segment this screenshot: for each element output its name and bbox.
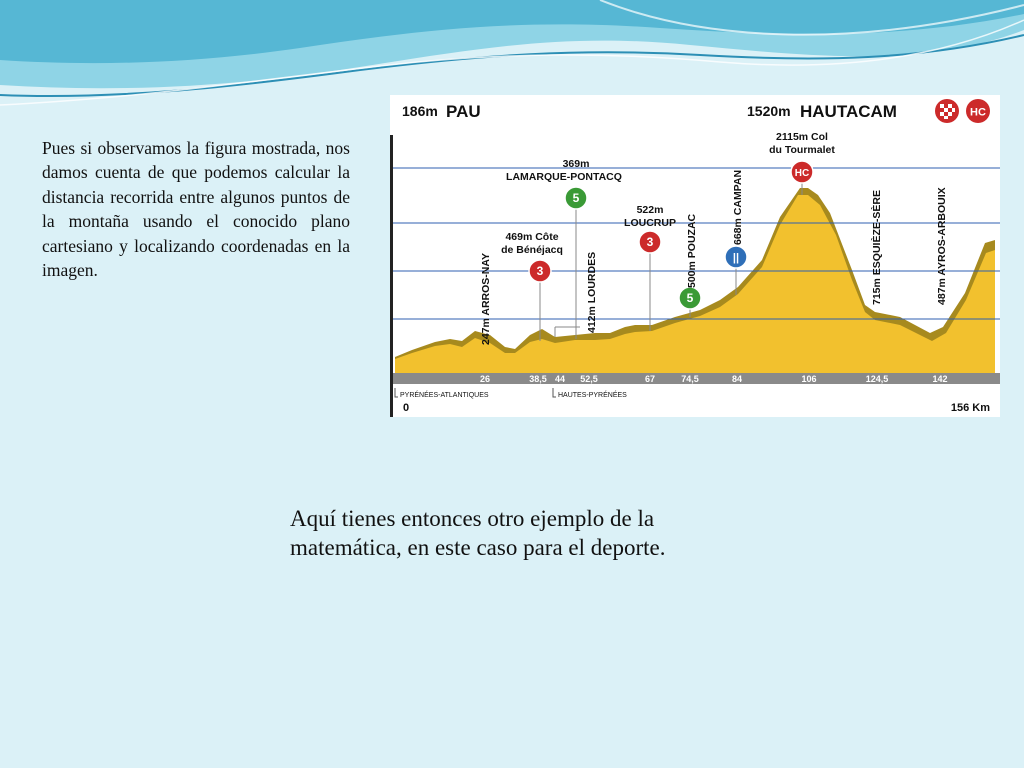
region-label: PYRÉNÉES-ATLANTIQUES <box>400 392 489 399</box>
category-3-badge <box>639 231 661 253</box>
svg-text:5: 5 <box>572 191 580 205</box>
start-km: 0 <box>403 402 410 414</box>
town-label: 487m AYROS-ARBOUIX <box>936 187 948 305</box>
km-mark: 52,5 <box>580 374 598 384</box>
summit-label-line2: LAMARQUE-PONTACQ <box>506 171 622 183</box>
start-town: PAU <box>446 102 481 121</box>
end-km: 156 Km <box>950 402 990 414</box>
category-3-badge <box>529 260 551 282</box>
finish-town: HAUTACAM <box>800 102 897 121</box>
checkered-flag-icon <box>935 99 959 123</box>
finish-altitude: 1520m <box>747 103 791 119</box>
km-mark: 106 <box>801 374 817 384</box>
sprint-badge <box>679 287 701 309</box>
svg-text:3: 3 <box>536 264 544 278</box>
summit-label-line1: 2115m Col <box>776 131 828 143</box>
town-label: 715m ESQUIÈZE-SÈRE <box>871 190 883 305</box>
summit-label-line2: du Tourmalet <box>769 144 835 156</box>
feed-zone-icon <box>725 246 747 268</box>
explanation-paragraph: Pues si observamos la figura mostrada, nos damos cuenta de que podemos calcular la distancia recorrida entre algunos puntos de la montaña usando el conocido plano cartesiano y localizando coordenadas en la imagen. <box>42 138 350 281</box>
km-mark: 67 <box>644 374 656 384</box>
conclusion-paragraph: Aquí tienes entonces otro ejemplo de la matemática, en este caso para el deporte. <box>290 506 666 560</box>
summit-label-line2: LOUCRUP <box>624 217 676 229</box>
svg-text:||: || <box>732 252 740 264</box>
region-label: HAUTES-PYRÉNÉES <box>558 392 627 399</box>
km-mark: 124,5 <box>865 374 889 384</box>
town-label: 668m CAMPAN <box>732 169 744 245</box>
svg-text:HC: HC <box>794 168 810 179</box>
km-mark: 44 <box>554 374 566 384</box>
town-label: 500m POUZAC <box>686 213 698 288</box>
km-mark: 84 <box>731 374 743 384</box>
summit-label-line1: 369m <box>562 158 590 170</box>
hc-climb-badge <box>791 161 813 183</box>
town-label: 247m ARROS-NAY <box>480 252 492 345</box>
summit-label-line1: 522m <box>636 204 664 216</box>
svg-text:3: 3 <box>646 235 654 249</box>
stage-elevation-profile <box>390 95 1000 417</box>
svg-text:5: 5 <box>686 291 694 305</box>
km-mark: 142 <box>932 374 948 384</box>
summit-label-line2: de Bénéjacq <box>501 244 563 256</box>
finish-hc-badge <box>966 99 990 123</box>
start-altitude: 186m <box>402 103 438 119</box>
km-mark: 38,5 <box>529 374 547 384</box>
km-mark: 74,5 <box>681 374 699 384</box>
km-mark: 26 <box>479 374 491 384</box>
summit-label-line1: 469m Côte <box>505 231 559 243</box>
svg-text:HC: HC <box>970 106 986 119</box>
town-label: 412m LOURDES <box>586 251 598 333</box>
category-5-badge <box>565 187 587 209</box>
